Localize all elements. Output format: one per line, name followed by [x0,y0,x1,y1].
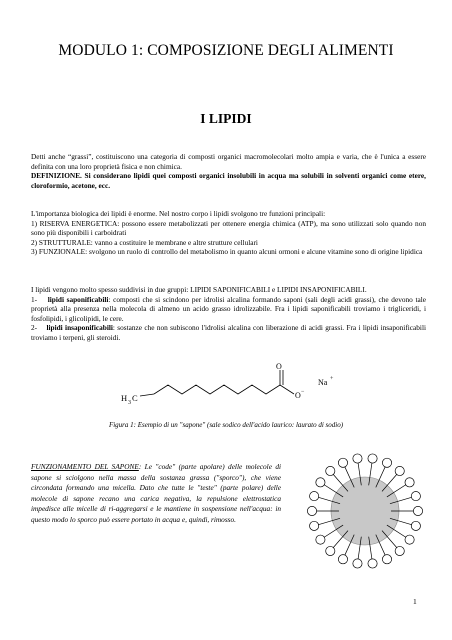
function-item-3: 3) FUNZIONALE: svolgono un ruolo di controllo del metabolismo in quanto alcuni ormoni e alcune vitamine sono di origine lipidica [31,247,423,257]
micelle-illustration [304,450,426,572]
section-heading: I LIPIDI [200,111,252,126]
groups-paragraph [31,285,426,342]
sapone-label: FUNZIONAMENTO DEL SAPONE [31,462,139,471]
carbon-chain [154,385,294,394]
soap-head [316,478,325,487]
soap-head [368,559,377,568]
module-title: MODULO 1: COMPOSIZIONE DEGLI ALIMENTI [58,42,394,59]
methyl-h: H [121,393,128,403]
soap-head [310,521,319,530]
group-item-1 [31,295,426,324]
function-item-2: 2) STRUTTURALE: vanno a costituire le membrane e altre strutture cellulari [31,237,258,247]
soap-head [338,555,347,564]
group-item-1-text: : composti che si scindono per idrolisi alcalina formando saponi (sali degli acidi grassi), che devono tale proprietà alla presenza nella molecola di almeno un acido grasso idrolizzabile. Fra i lipidi saponificabili troviamo i trigliceridi, i fosfolipidi, i glicolipidi, le cere. [31,294,426,323]
soap-head [411,521,420,530]
figure-caption: Figura 1: Esempio di un "sapone" (sale sodico dell'acido laurico: laurato di sodio) [108,421,344,429]
sapone-text: : Le "code" (parte apolare) delle molecole di sapone si sciolgono nella massa della sostanza grassa ("sporco"), che viene circondata formando una micella. Dato che tutte le "teste" (parte polare) delle molecole di sapone recano una carica negativa, la repulsione elettrostatica impedisce alle micelle di ri-aggregarsi e le mantiene in sospensione nell'acqua: in questo modo lo sporco può essere portato in acqua e, quindi, rimosso. [31,462,281,524]
methyl-c: C [132,393,138,403]
importance-paragraph [31,209,426,257]
sodium-charge: + [330,376,334,382]
soap-head [405,478,414,487]
soap-head [310,491,319,500]
group-item-2 [31,323,426,342]
definition-paragraph [31,171,426,190]
carboxylate-oxygen: O [295,391,301,400]
soap-head [338,458,347,467]
micelle-core [331,477,399,545]
sodium-laurate-structure [118,360,348,410]
soap-head [326,546,335,555]
methyl-subscript: 3 [128,400,131,406]
group-item-2-number: 2- [31,323,38,333]
soap-head [413,506,422,515]
importance-intro: L'importanza biologica dei lipidi è enorme. Nel nostro corpo i lipidi svolgono tre funzioni principali: [31,209,326,218]
soap-head [382,458,391,467]
groups-intro: I lipidi vengono molto spesso suddivisi in due gruppi: LIPIDI SAPONIFICABILI e LIPIDI INSAPONIFICABILI. [31,285,367,294]
soap-head [405,535,414,544]
soap-head [395,546,404,555]
soap-head [326,466,335,475]
sapone-paragraph [31,462,281,526]
soap-head [316,535,325,544]
group-item-1-number: 1- [31,294,38,304]
soap-head [353,559,362,568]
page-number: 1 [413,597,417,606]
soap-head [353,454,362,463]
group-item-2-text: : sostanze che non subiscono l'idrolisi alcalina con liberazione di acidi grassi. Fra i lipidi insaponificabili troviamo i terpeni, gli steroidi. [31,323,426,342]
soap-head [395,466,404,475]
carboxylate-charge: − [301,389,305,395]
soap-head [411,491,420,500]
carbonyl-oxygen: O [276,362,282,371]
sodium-ion: Na [318,378,328,387]
methyl-bond [140,394,154,396]
definition-text: Si considerano lipidi quei composti organici insolubili in acqua ma solubili in solventi organici come etere, cloroformio, acetone, ecc. [31,171,426,190]
soap-head [368,454,377,463]
group-item-2-label: lipidi insaponificabili [46,323,113,333]
soap-head [382,555,391,564]
group-item-1-label: lipidi saponificabili [47,294,109,304]
soap-head [307,506,316,515]
intro-paragraph [31,152,426,190]
intro-text: Detti anche “grassi”, costituiscono una categoria di composti organici macromolecolari molto ampia e varia, che è l'unica a essere definita con una loro proprietà fisica e non chimica. [31,152,426,171]
definition-label: DEFINIZIONE. [31,171,82,181]
function-item-1: 1) RISERVA ENERGETICA: possono essere metabolizzati per ottenere energia chimica (ATP), ma sono utilizzati solo quando non sono più disponibili i carboidrati [31,218,426,238]
